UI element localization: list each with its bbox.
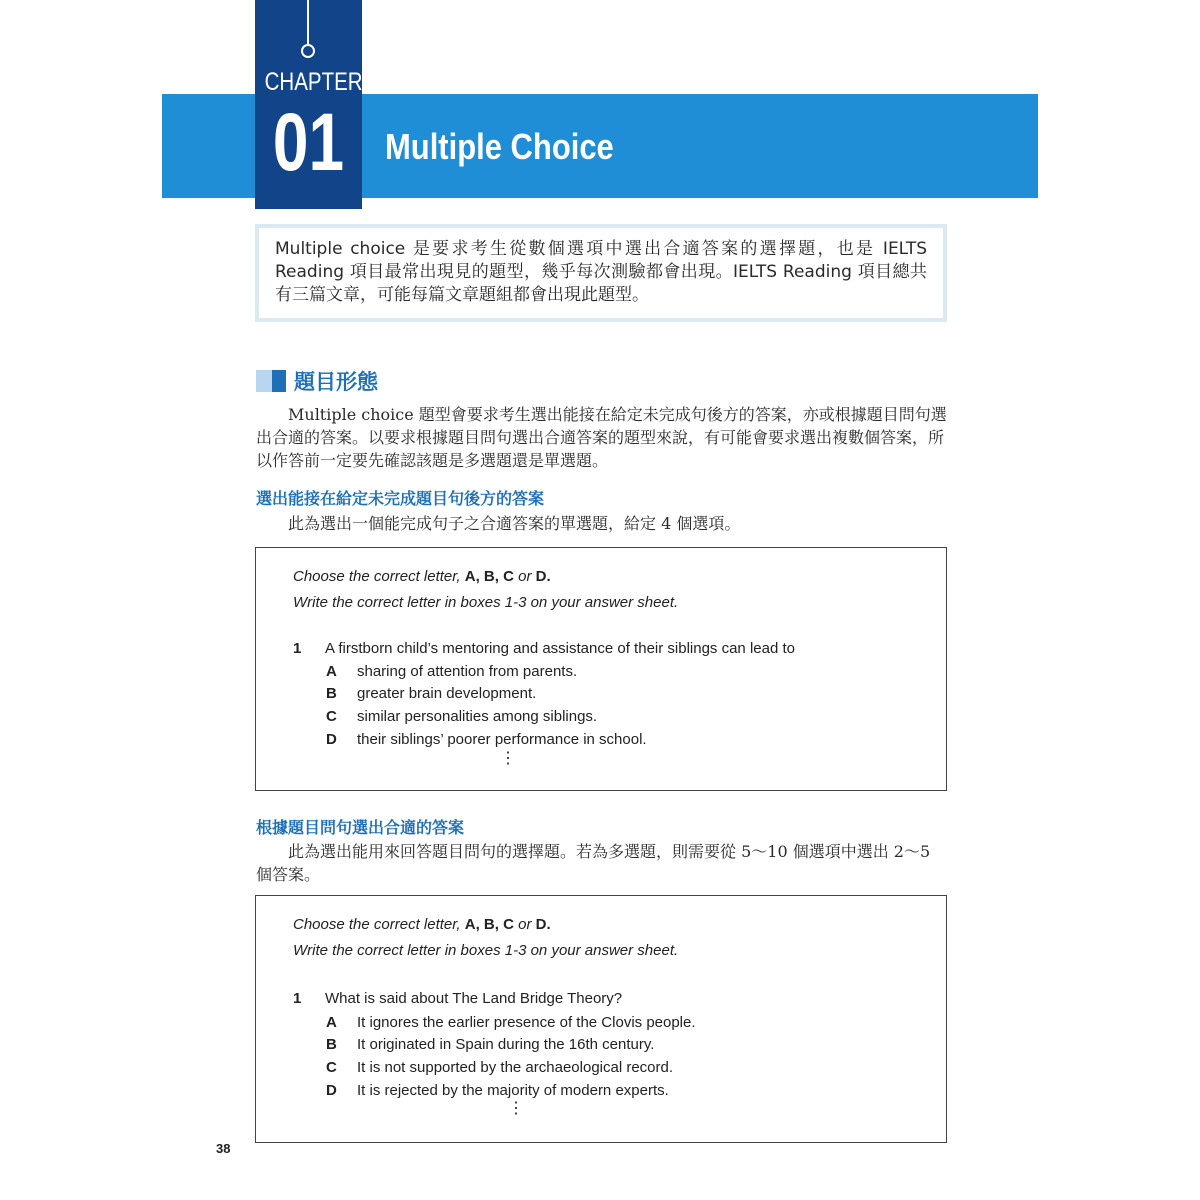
heading-marker-light xyxy=(256,370,272,392)
question-number: 1 xyxy=(293,640,302,657)
subheading-answer-question-paragraph: 此為選出能用來回答題目問句的選擇題。若為多選題，則需要從 5～10 個選項中選出 2～5 個答案。 xyxy=(256,842,931,884)
subheading-complete-sentence: 選出能接在給定未完成題目句後方的答案 xyxy=(256,489,545,508)
option-letter: D xyxy=(326,1082,337,1099)
option-text: It originated in Spain during the 16th century. xyxy=(357,1036,655,1053)
option-letter: C xyxy=(326,1059,337,1076)
option-letter: B xyxy=(326,1036,337,1053)
option-letter: C xyxy=(326,708,337,725)
chapter-number: 01 xyxy=(272,97,345,188)
instruction-line-2: Write the correct letter in boxes 1-3 on your answer sheet. xyxy=(293,942,679,959)
chapter-title: Multiple Choice xyxy=(385,126,614,167)
option-text: similar personalities among siblings. xyxy=(357,708,598,725)
section-paragraph: Multiple choice 題型會要求考生選出能接在給定未完成句後方的答案，亦或根據題目問句選出合適的答案。以要求根據題目問句選出合適答案的題型來說，有可能會要求選出複數個答案，所以作答前一定要先確認該題是多選題還是單選題。 xyxy=(256,405,947,470)
intro-box xyxy=(255,224,947,322)
subheading-complete-sentence-paragraph: 此為選出一個能完成句子之合適答案的單選題，給定 4 個選項。 xyxy=(288,514,741,533)
option-text: sharing of attention from parents. xyxy=(357,663,578,680)
page-number: 38 xyxy=(216,1141,231,1156)
heading-marker-dark xyxy=(272,370,286,392)
question-number: 1 xyxy=(293,990,302,1007)
intro-text: Multiple choice 是要求考生從數個選項中選出合適答案的選擇題，也是 IELTS Reading 項目最常出現見的題型，幾乎每次測驗都會出現。IELTS Reading 項目總共有三篇文章，可能每篇文章題組都會出現此題型。 xyxy=(259,228,943,318)
option-letter: B xyxy=(326,685,337,702)
ellipsis-vertical-icon: ⋮ xyxy=(508,1100,524,1117)
option-letter: D xyxy=(326,731,337,748)
chapter-tab xyxy=(255,0,362,209)
tab-ring-icon xyxy=(301,44,315,58)
instruction-line-1: Choose the correct letter, A, B, C or D. xyxy=(293,568,551,585)
question-box-2 xyxy=(255,895,947,1143)
option-text: It is not supported by the archaeological record. xyxy=(357,1059,674,1076)
question-box-1 xyxy=(255,547,947,791)
option-text: It is rejected by the majority of modern experts. xyxy=(357,1082,669,1099)
option-text: their siblings’ poorer performance in school. xyxy=(357,731,647,748)
instruction-line-2: Write the correct letter in boxes 1-3 on your answer sheet. xyxy=(293,594,679,611)
tab-hanger-line xyxy=(307,0,309,44)
option-text: greater brain development. xyxy=(357,685,537,702)
ellipsis-vertical-icon: ⋮ xyxy=(500,750,516,767)
option-letter: A xyxy=(326,1014,337,1031)
instruction-line-1: Choose the correct letter, A, B, C or D. xyxy=(293,916,551,933)
option-text: It ignores the earlier presence of the Clovis people. xyxy=(357,1014,696,1031)
section-title: 題目形態 xyxy=(294,370,378,394)
question-text: What is said about The Land Bridge Theory? xyxy=(325,990,623,1007)
chapter-label: CHAPTER xyxy=(264,68,363,96)
section-heading xyxy=(256,366,378,396)
subheading-answer-question: 根據題目問句選出合適的答案 xyxy=(256,818,465,837)
option-letter: A xyxy=(326,663,337,680)
question-text: A firstborn child’s mentoring and assistance of their siblings can lead to xyxy=(325,640,795,657)
